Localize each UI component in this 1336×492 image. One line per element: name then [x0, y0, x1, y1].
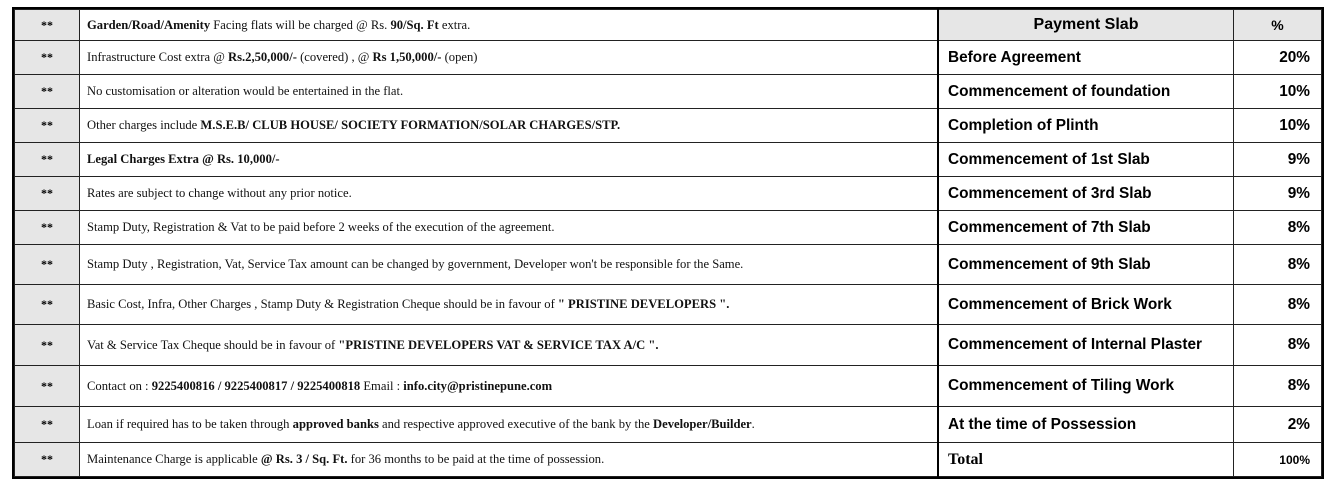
note-bold-text: " PRISTINE DEVELOPERS ".	[557, 297, 730, 311]
table-row	[15, 177, 1322, 211]
note-text: Basic Cost, Infra, Other Charges , Stamp Duty & Registration Cheque should be in favour of	[87, 297, 558, 311]
note-bold-text: Legal Charges Extra @ Rs. 10,000/-	[87, 152, 280, 166]
payment-slab-percent: 8%	[1234, 366, 1322, 407]
bullet-mark: **	[15, 366, 80, 407]
total-label: Total	[938, 443, 1234, 477]
table-row	[15, 109, 1322, 143]
payment-slab-percent: 20%	[1234, 41, 1322, 75]
term-note	[80, 211, 939, 245]
payment-slab-stage: Commencement of 1st Slab	[938, 143, 1234, 177]
note-text: Loan if required has to be taken through	[87, 417, 293, 431]
note-text: for 36 months to be paid at the time of possession.	[347, 452, 605, 466]
table-row	[15, 325, 1322, 366]
table-row	[15, 443, 1322, 477]
note-bold-text: 9225400816 / 9225400817 / 9225400818	[151, 378, 361, 393]
payment-slab-percent: 8%	[1234, 245, 1322, 285]
note-text: Infrastructure Cost extra @	[87, 50, 228, 64]
note-text: Stamp Duty, Registration & Vat to be paid before 2 weeks of the execution of the agreement.	[87, 220, 555, 234]
note-bold-text: info.city@pristinepune.com	[403, 378, 553, 393]
term-note	[80, 177, 939, 211]
bullet-mark: **	[15, 177, 80, 211]
bullet-mark: **	[15, 407, 80, 443]
note-text: Other charges include	[87, 118, 201, 132]
payment-slab-stage: Commencement of 9th Slab	[938, 245, 1234, 285]
header-row	[15, 10, 1322, 41]
table-row	[15, 41, 1322, 75]
payment-slab-percent: 9%	[1234, 177, 1322, 211]
payment-slab-percent: 2%	[1234, 407, 1322, 443]
note-text: Facing flats will be charged @ Rs.	[210, 17, 391, 32]
note-bold-text: Developer/Builder	[653, 417, 752, 431]
term-note	[80, 143, 939, 177]
table-row	[15, 211, 1322, 245]
note-bold-text: Garden/Road/Amenity	[87, 17, 211, 32]
table-row	[15, 366, 1322, 407]
note-text: (covered) , @	[296, 50, 373, 64]
terms-payment-table	[12, 7, 1324, 479]
note-bold-text: "PRISTINE DEVELOPERS VAT & SERVICE TAX A/C ".	[338, 337, 659, 352]
payment-slab-percent: 9%	[1234, 143, 1322, 177]
bullet-mark: **	[15, 143, 80, 177]
bullet-mark: **	[15, 41, 80, 75]
term-note	[80, 407, 939, 443]
note-text: Stamp Duty , Registration, Vat, Service Tax amount can be changed by government, Developer won't be responsible for the Same.	[87, 257, 744, 271]
term-note	[80, 285, 939, 325]
note-text: Rates are subject to change without any prior notice.	[87, 186, 352, 200]
term-note	[80, 325, 939, 366]
payment-slab-percent: 8%	[1234, 211, 1322, 245]
payment-slab-percent: 8%	[1234, 325, 1322, 366]
term-note	[80, 10, 939, 41]
payment-slab-stage: Commencement of Brick Work	[938, 285, 1234, 325]
table-row	[15, 143, 1322, 177]
payment-slab-percent: 10%	[1234, 109, 1322, 143]
note-text: Contact on :	[87, 378, 152, 393]
payment-slab-stage: At the time of Possession	[938, 407, 1234, 443]
term-note	[80, 41, 939, 75]
payment-slab-stage: Before Agreement	[938, 41, 1234, 75]
term-note	[80, 443, 939, 477]
note-text: (open)	[441, 50, 478, 64]
total-percent: 100%	[1234, 443, 1322, 477]
payment-slab-stage: Commencement of Internal Plaster	[938, 325, 1234, 366]
term-note	[80, 75, 939, 109]
payment-slab-stage: Commencement of 3rd Slab	[938, 177, 1234, 211]
note-text: and respective approved executive of the bank by the	[378, 417, 654, 431]
note-bold-text: M.S.E.B/ CLUB HOUSE/ SOCIETY FORMATION/SOLAR CHARGES/STP.	[200, 118, 621, 132]
term-note	[80, 366, 939, 407]
payment-slab-percent: 8%	[1234, 285, 1322, 325]
bullet-mark: **	[15, 75, 80, 109]
percent-header: %	[1234, 10, 1322, 41]
bullet-mark: **	[15, 325, 80, 366]
bullet-mark: **	[15, 285, 80, 325]
note-text: extra.	[438, 17, 471, 32]
payment-slab-percent: 10%	[1234, 75, 1322, 109]
table-row	[15, 285, 1322, 325]
note-bold-text: @ Rs. 3 / Sq. Ft.	[260, 452, 348, 466]
note-text: No customisation or alteration would be entertained in the flat.	[87, 84, 404, 98]
table-row	[15, 75, 1322, 109]
payment-slab-stage: Commencement of foundation	[938, 75, 1234, 109]
bullet-mark: **	[15, 443, 80, 477]
note-bold-text: Rs.2,50,000/-	[228, 50, 297, 64]
bullet-mark: **	[15, 245, 80, 285]
table-row	[15, 245, 1322, 285]
bullet-mark: **	[15, 10, 80, 41]
bullet-mark: **	[15, 109, 80, 143]
note-text: Email :	[360, 378, 404, 393]
term-note	[80, 109, 939, 143]
payment-slab-stage: Commencement of Tiling Work	[938, 366, 1234, 407]
note-text: .	[751, 417, 755, 431]
note-text: Vat & Service Tax Cheque should be in favour of	[87, 337, 339, 352]
table	[14, 9, 1322, 477]
table-body	[15, 10, 1322, 477]
bullet-mark: **	[15, 211, 80, 245]
note-bold-text: Rs 1,50,000/-	[372, 50, 442, 64]
payment-slab-header: Payment Slab	[938, 10, 1234, 41]
note-text: Maintenance Charge is applicable	[87, 452, 261, 466]
payment-slab-stage: Completion of Plinth	[938, 109, 1234, 143]
note-bold-text: 90/Sq. Ft	[390, 17, 439, 32]
table-row	[15, 407, 1322, 443]
payment-slab-stage: Commencement of 7th Slab	[938, 211, 1234, 245]
note-bold-text: approved banks	[292, 417, 379, 431]
term-note	[80, 245, 939, 285]
